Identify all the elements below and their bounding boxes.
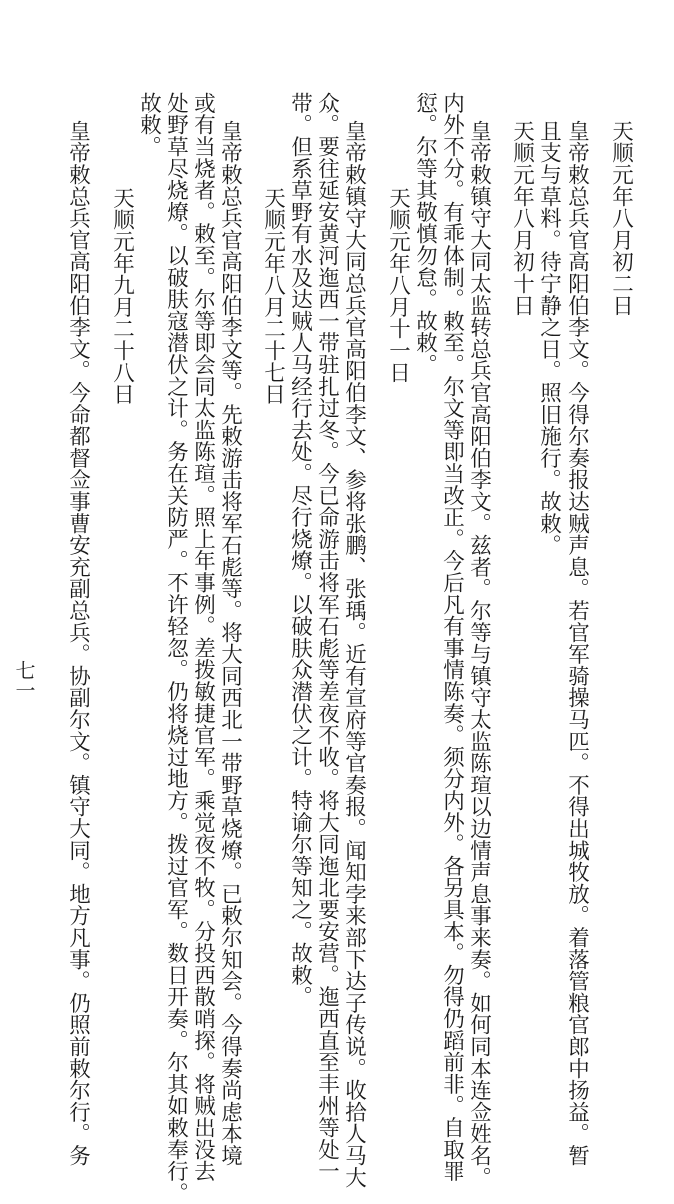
date-heading: 天顺元年八月二十七日: [260, 187, 286, 405]
page-number: 七一: [12, 660, 36, 700]
text-column: 众。要往延安黄河迤西一带驻扎过冬。今已命游击将军石彪等差夜不收。将大同迤北要安营。迤西直至丰州等处一: [314, 92, 340, 1182]
text-column: 愆。尔等其敬慎勿怠。故敕。: [412, 92, 438, 376]
text-column: 内外不分。有乖体制。敕至。尔文等即当改正。今后凡有事情陈奏。须分内外。各另具本。勿得仍蹈前非。自取罪: [439, 92, 465, 1182]
date-heading: 天顺元年八月初二日: [608, 120, 634, 317]
text-column: 故敕。: [136, 92, 162, 158]
text-column: 皇帝敕镇守大同总兵官高阳伯李文、参将张鹏、张瑀。近有宣府等官奏报。闻知孛来部下达子传说。收拾人马大: [341, 120, 367, 1189]
text-column: 皇帝敕总兵官高阳伯李文等。先敕游击将军石彪等。将大同西北一带野草烧燎。已敕尔知会。今得奏尚虑本境: [217, 120, 243, 1167]
date-heading: 天顺元年八月十一日: [385, 187, 411, 384]
text-column: 处野草尽烧燎。以破肤寇潜伏之计。务在关防严。不许轻忽。仍将烧过地方。拨过官军。数日开奏。尔其如敕奉行。: [163, 92, 189, 1204]
text-column: 且支与草料。待宁静之日。照旧施行。故敕。: [536, 120, 562, 556]
text-column: 皇帝敕总兵官高阳伯李文。今得尔奏报达贼声息。若官军骑操马匹。不得出城牧放。着落管粮官郎中扬益。暂: [564, 120, 590, 1167]
date-heading: 天顺元年九月二十八日: [109, 187, 135, 405]
text-column: 带。但系草野有水及达贼人马经行去处。尽行烧燎。以破肤众潜伏之计。特谕尔等知之。故敕。: [287, 92, 313, 1008]
text-column: 皇帝敕镇守大同太监转总兵官高阳伯李文。兹者。尔等与镇守太监陈瑄以边情声息事来奏。如何同本连佥姓名。: [466, 120, 492, 1189]
text-column: 或有当烧者。敕至。尔等即会同太监陈瑄。照上年事例。差拨敏捷官军。乘觉夜不牧。分投西散哨探。将贼出没去: [190, 92, 216, 1182]
text-column: 皇帝敕总兵官高阳伯李文。今命都督佥事曹安充副总兵。协副尔文。镇守大同。地方凡事。仍照前敕尔行。务: [65, 120, 91, 1167]
date-heading: 天顺元年八月初十日: [509, 120, 535, 317]
